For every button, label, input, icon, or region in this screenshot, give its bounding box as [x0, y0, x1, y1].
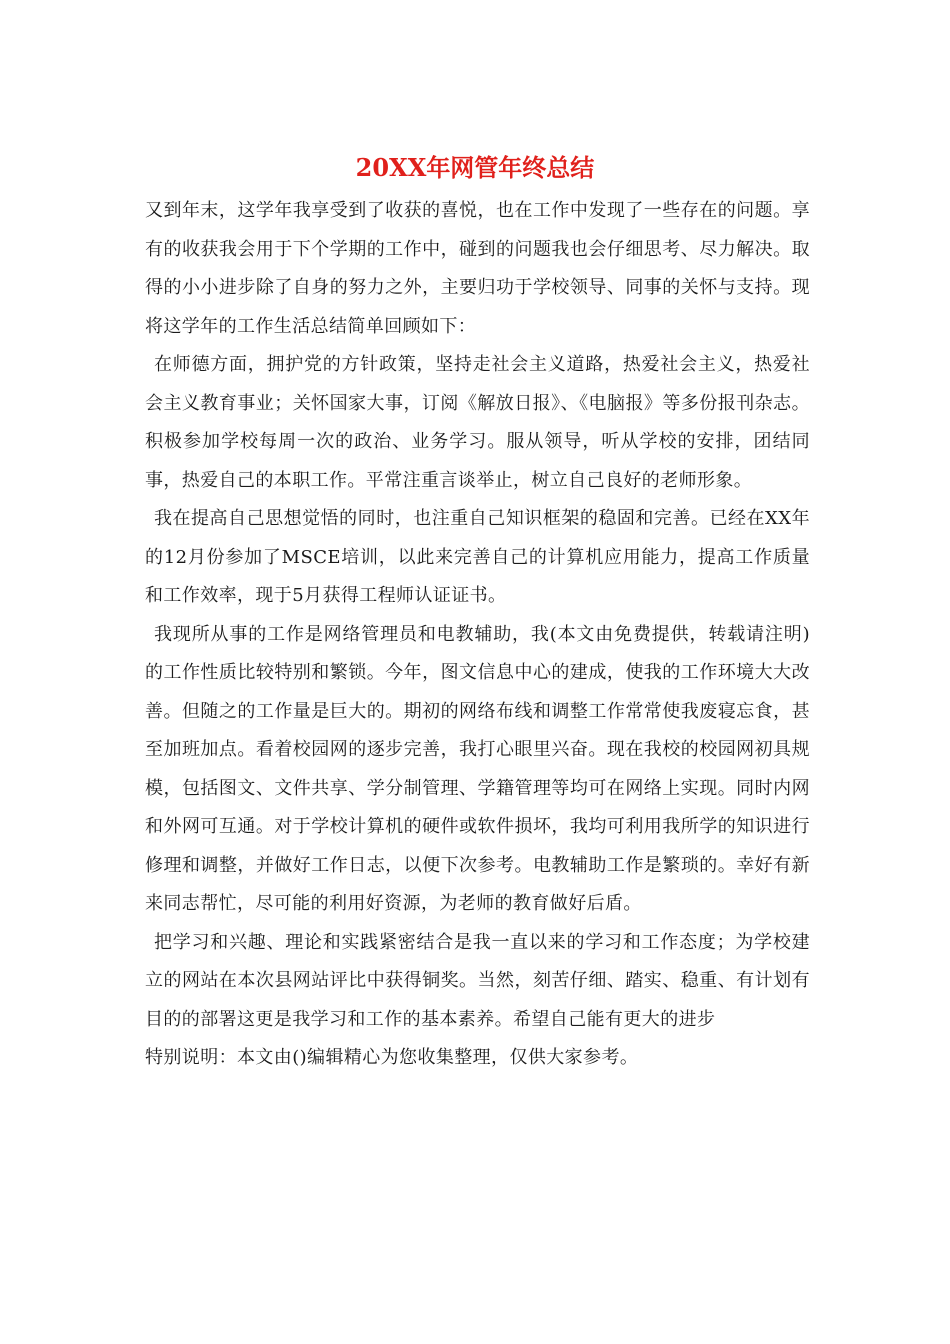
paragraph-intro: 又到年末，这学年我享受到了收获的喜悦，也在工作中发现了一些存在的问题。享有的收获我会用于下个学期的工作中，碰到的问题我也会仔细思考、尽力解决。取得的小小进步除了自身的努力之外，主要归功于学校领导、同事的关怀与支持。现将这学年的工作生活总结简单回顾如下：	[145, 200, 810, 337]
paragraph-network-work: 我现所从事的工作是网络管理员和电教辅助，我(本文由免费提供，转载请注明)的工作性质比较特别和繁锁。今年，图文信息中心的建成，使我的工作环境大大改善。但随之的工作量是巨大的。期初的网络布线和调整工作常常使我废寝忘食，甚至加班加点。看着校园网的逐步完善，我打心眼里兴奋。现在我校的校园网初具规模，包括图文、文件共享、学分制管理、学籍管理等均可在网络上实现。同时内网和外网可互通。对于学校计算机的硬件或软件损坏，我均可利用我所学的知识进行修理和调整，并做好工作日志，以便下次参考。电教辅助工作是繁琐的。幸好有新来同志帮忙，尽可能的利用好资源，为老师的教育做好后盾。	[145, 623, 810, 914]
paragraph-study-attitude: 把学习和兴趣、理论和实践紧密结合是我一直以来的学习和工作态度；为学校建立的网站在本次县网站评比中获得铜奖。当然，刻苦仔细、踏实、稳重、有计划有目的的部署这更是我学习和工作的基本素养。希望自己能有更大的进步	[145, 931, 810, 1030]
document-body	[145, 192, 810, 1078]
paragraph-note: 特别说明：本文由()编辑精心为您收集整理，仅供大家参考。	[145, 1047, 639, 1068]
paragraph-ethics: 在师德方面，拥护党的方针政策，坚持走社会主义道路，热爱社会主义，热爱社会主义教育事业；关怀国家大事，订阅《解放日报》、《电脑报》等多份报刊杂志。积极参加学校每周一次的政治、业务学习。服从领导，听从学校的安排，团结同事，热爱自己的本职工作。平常注重言谈举止，树立自己良好的老师形象。	[145, 354, 810, 491]
document-title: 20XX年网管年终总结	[355, 153, 595, 182]
paragraph-knowledge: 我在提高自己思想觉悟的同时，也注重自己知识框架的稳固和完善。已经在XX年的12月份参加了MSCE培训，以此来完善自己的计算机应用能力，提高工作质量和工作效率，现于5月获得工程师认证证书。	[145, 508, 810, 606]
